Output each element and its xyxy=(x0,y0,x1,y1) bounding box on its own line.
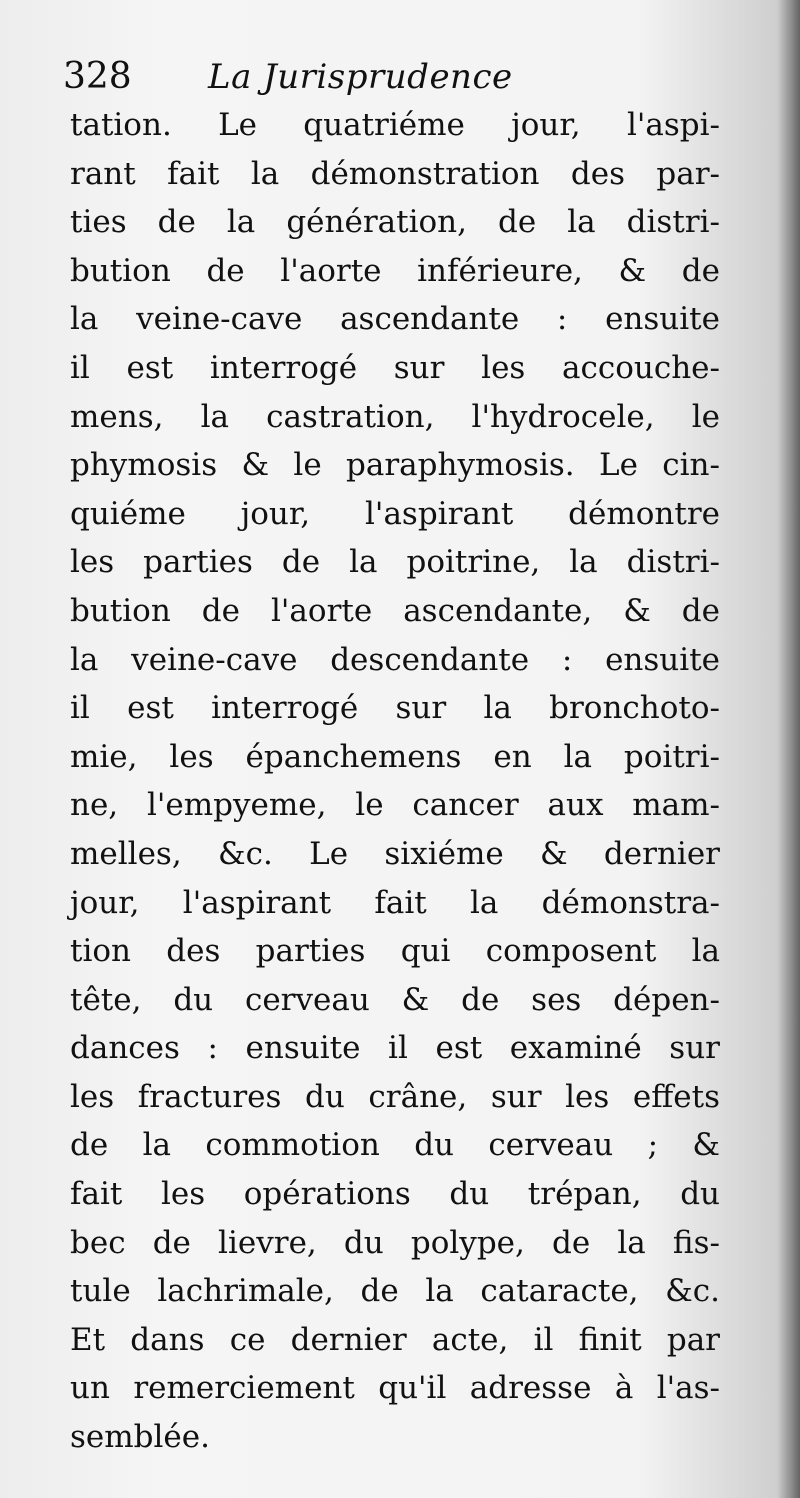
text-line: ties de la génération, de la distri- xyxy=(70,204,720,241)
text-line: dances : ensuite il est examiné sur xyxy=(70,1030,720,1067)
text-line: rant fait la démonstration des par- xyxy=(70,155,720,192)
text-line: il est interrogé sur les accouche- xyxy=(70,349,720,386)
text-line: bec de lievre, du polype, de la fis- xyxy=(70,1224,720,1261)
page-edge-shadow xyxy=(778,0,800,1498)
body-text xyxy=(70,101,720,1462)
text-line: melles, &c. Le sixiéme & dernier xyxy=(70,835,720,872)
running-head: La Jurisprudence xyxy=(208,57,513,97)
page-number: 328 xyxy=(63,56,132,97)
text-line: la veine-cave descendante : ensuite xyxy=(70,641,720,678)
text-line: ne, l'empyeme, le cancer aux mam- xyxy=(70,787,720,824)
text-line: Et dans ce dernier acte, il finit par xyxy=(70,1321,720,1358)
text-line: bution de l'aorte inférieure, & de xyxy=(70,252,720,289)
text-line: tion des parties qui composent la xyxy=(70,933,720,970)
text-line: tête, du cerveau & de ses dépen- xyxy=(70,981,720,1018)
text-line: bution de l'aorte ascendante, & de xyxy=(70,592,720,629)
text-line: semblée. xyxy=(70,1419,210,1456)
text-line: phymosis & le paraphymosis. Le cin- xyxy=(70,447,720,484)
text-line: il est interrogé sur la bronchoto- xyxy=(70,690,720,727)
text-line: un remerciement qu'il adresse à l'as- xyxy=(70,1370,720,1407)
text-line: les parties de la poitrine, la distri- xyxy=(70,544,720,581)
page-header xyxy=(63,52,763,102)
text-line: mie, les épanchemens en la poitri- xyxy=(70,738,720,775)
text-line: fait les opérations du trépan, du xyxy=(70,1176,720,1213)
text-line: quiéme jour, l'aspirant démontre xyxy=(70,495,720,532)
text-line: tule lachrimale, de la cataracte, &c. xyxy=(70,1273,720,1310)
text-line: de la commotion du cerveau ; & xyxy=(70,1127,720,1164)
text-line: mens, la castration, l'hydrocele, le xyxy=(70,398,720,435)
text-line: jour, l'aspirant fait la démonstra- xyxy=(70,884,720,921)
text-line: tation. Le quatriéme jour, l'aspi- xyxy=(70,107,720,143)
text-line: la veine-cave ascendante : ensuite xyxy=(70,301,720,338)
text-line: les fractures du crâne, sur les effets xyxy=(70,1078,720,1115)
